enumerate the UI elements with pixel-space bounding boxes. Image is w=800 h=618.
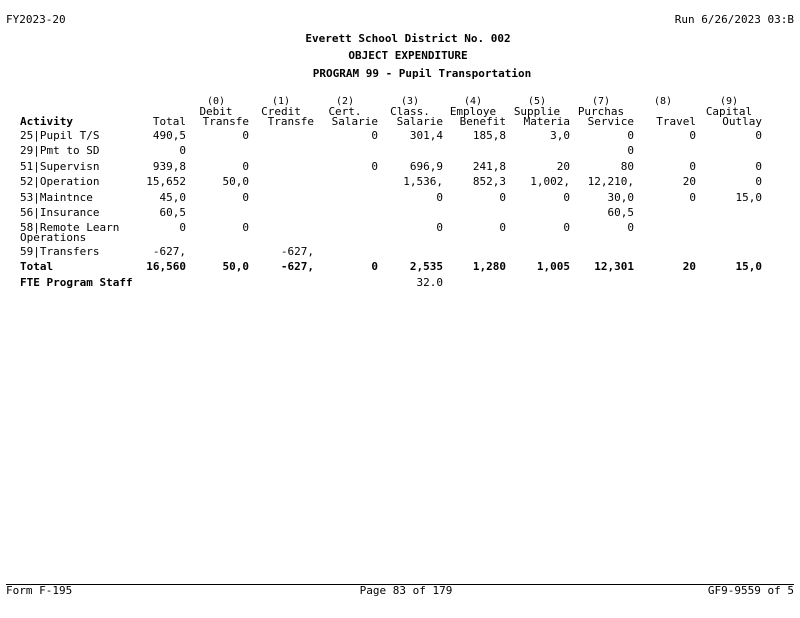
table-cell: 0 xyxy=(179,221,186,234)
column-number: (4) xyxy=(463,96,483,107)
fte-cell: 32.0 xyxy=(416,276,443,289)
column-number: (7) xyxy=(591,96,611,107)
column-number: (8) xyxy=(653,96,673,107)
row-activity: 58|Remote Learn xyxy=(20,221,120,234)
table-cell: 0 xyxy=(563,191,570,204)
total-label: Total xyxy=(20,260,54,273)
table-cell: 0 xyxy=(242,191,249,204)
total-cell: 20 xyxy=(682,260,696,273)
table-cell: 0 xyxy=(627,221,634,234)
district-name: Everett School District No. 002 xyxy=(305,32,511,45)
total-cell: 50,0 xyxy=(222,260,249,273)
fiscal-year: FY2023-20 xyxy=(6,13,66,26)
column-label-bottom: Travel xyxy=(656,115,696,128)
row-activity: 25|Pupil T/S xyxy=(20,129,100,142)
column-label-top: Class. xyxy=(390,105,430,118)
table-cell: 0 xyxy=(689,160,696,173)
total-cell: 16,560 xyxy=(146,260,186,273)
program-title: PROGRAM 99 - Pupil Transportation xyxy=(312,67,532,80)
column-label-top: Credit xyxy=(261,105,301,118)
total-cell: 12,301 xyxy=(594,260,634,273)
activity-header: Activity xyxy=(20,115,73,128)
row-activity: 59|Transfers xyxy=(20,245,100,258)
total-cell: -627, xyxy=(280,260,314,273)
row-activity: 29|Pmt to SD xyxy=(20,144,100,157)
table-cell: 0 xyxy=(436,191,443,204)
table-cell: 45,0 xyxy=(159,191,186,204)
form-number: Form F-195 xyxy=(6,584,73,597)
row-activity-continued: Operations xyxy=(20,231,87,244)
column-label-top: Capital xyxy=(705,105,753,118)
table-cell: 0 xyxy=(242,221,249,234)
column-label-top: Debit xyxy=(199,105,233,118)
table-cell: 50,0 xyxy=(222,175,249,188)
table-cell: 12,210, xyxy=(587,175,634,188)
table-cell: 0 xyxy=(755,175,762,188)
column-label-bottom: Salarie xyxy=(331,115,378,128)
table-cell: 60,5 xyxy=(159,206,186,219)
column-label-bottom: Service xyxy=(587,115,634,128)
column-number: (9) xyxy=(719,96,739,107)
table-cell: 490,5 xyxy=(152,129,186,142)
column-label-bottom: Transfe xyxy=(267,115,314,128)
run-stamp: Run 6/26/2023 03:B xyxy=(674,13,794,26)
form-code: GF9-9559 of 5 xyxy=(707,584,794,597)
page-number: Page 83 of 179 xyxy=(359,584,453,597)
row-activity: 52|Operation xyxy=(20,175,100,188)
total-cell: 0 xyxy=(371,260,378,273)
table-cell: 241,8 xyxy=(472,160,506,173)
table-cell: 0 xyxy=(689,129,696,142)
column-label-bottom: Benefit xyxy=(459,115,506,128)
table-cell: 20 xyxy=(682,175,696,188)
table-cell: 0 xyxy=(436,221,443,234)
report-title: OBJECT EXPENDITURE xyxy=(348,49,468,62)
column-number: (1) xyxy=(271,96,291,107)
table-cell: 3,0 xyxy=(550,129,570,142)
fte-label: FTE Program Staff xyxy=(20,276,133,289)
table-cell: 80 xyxy=(620,160,634,173)
table-cell: 30,0 xyxy=(607,191,634,204)
table-cell: -627, xyxy=(280,245,314,258)
table-cell: 0 xyxy=(371,129,378,142)
table-cell: 0 xyxy=(179,144,186,157)
table-cell: 0 xyxy=(627,129,634,142)
table-cell: 0 xyxy=(689,191,696,204)
column-label-bottom: Salarie xyxy=(396,115,443,128)
table-cell: 939,8 xyxy=(152,160,186,173)
table-cell: 0 xyxy=(499,221,506,234)
column-label-top: Supplie xyxy=(513,105,561,118)
table-cell: 0 xyxy=(755,129,762,142)
column-label-bottom: Outlay xyxy=(722,115,762,128)
column-label-bottom: Total xyxy=(152,115,186,128)
column-number: (3) xyxy=(400,96,420,107)
table-cell: 696,9 xyxy=(409,160,443,173)
table-cell: 60,5 xyxy=(607,206,634,219)
column-number: (0) xyxy=(206,96,226,107)
table-cell: 301,4 xyxy=(409,129,443,142)
table-cell: 1,002, xyxy=(530,175,570,188)
table-cell: -627, xyxy=(152,245,186,258)
table-cell: 185,8 xyxy=(472,129,506,142)
table-cell: 20 xyxy=(556,160,570,173)
column-number: (2) xyxy=(335,96,355,107)
table-cell: 852,3 xyxy=(472,175,506,188)
column-label-bottom: Transfe xyxy=(202,115,249,128)
column-label-bottom: Materia xyxy=(523,115,570,128)
table-cell: 0 xyxy=(627,144,634,157)
row-activity: 56|Insurance xyxy=(20,206,100,219)
total-cell: 1,005 xyxy=(536,260,570,273)
total-cell: 2,535 xyxy=(409,260,443,273)
total-cell: 15,0 xyxy=(735,260,762,273)
table-cell: 0 xyxy=(371,160,378,173)
table-cell: 1,536, xyxy=(403,175,443,188)
column-label-top: Employe xyxy=(449,105,497,118)
column-label-top: Cert. xyxy=(328,105,362,118)
row-activity: 51|Supervisn xyxy=(20,160,100,173)
total-cell: 1,280 xyxy=(472,260,506,273)
table-cell: 0 xyxy=(242,160,249,173)
table-cell: 0 xyxy=(755,160,762,173)
row-activity: 53|Maintnce xyxy=(20,191,93,204)
table-cell: 0 xyxy=(563,221,570,234)
column-label-top: Purchas xyxy=(577,105,625,118)
table-cell: 15,652 xyxy=(146,175,186,188)
column-number: (5) xyxy=(527,96,547,107)
table-cell: 0 xyxy=(242,129,249,142)
table-cell: 0 xyxy=(499,191,506,204)
table-cell: 15,0 xyxy=(735,191,762,204)
